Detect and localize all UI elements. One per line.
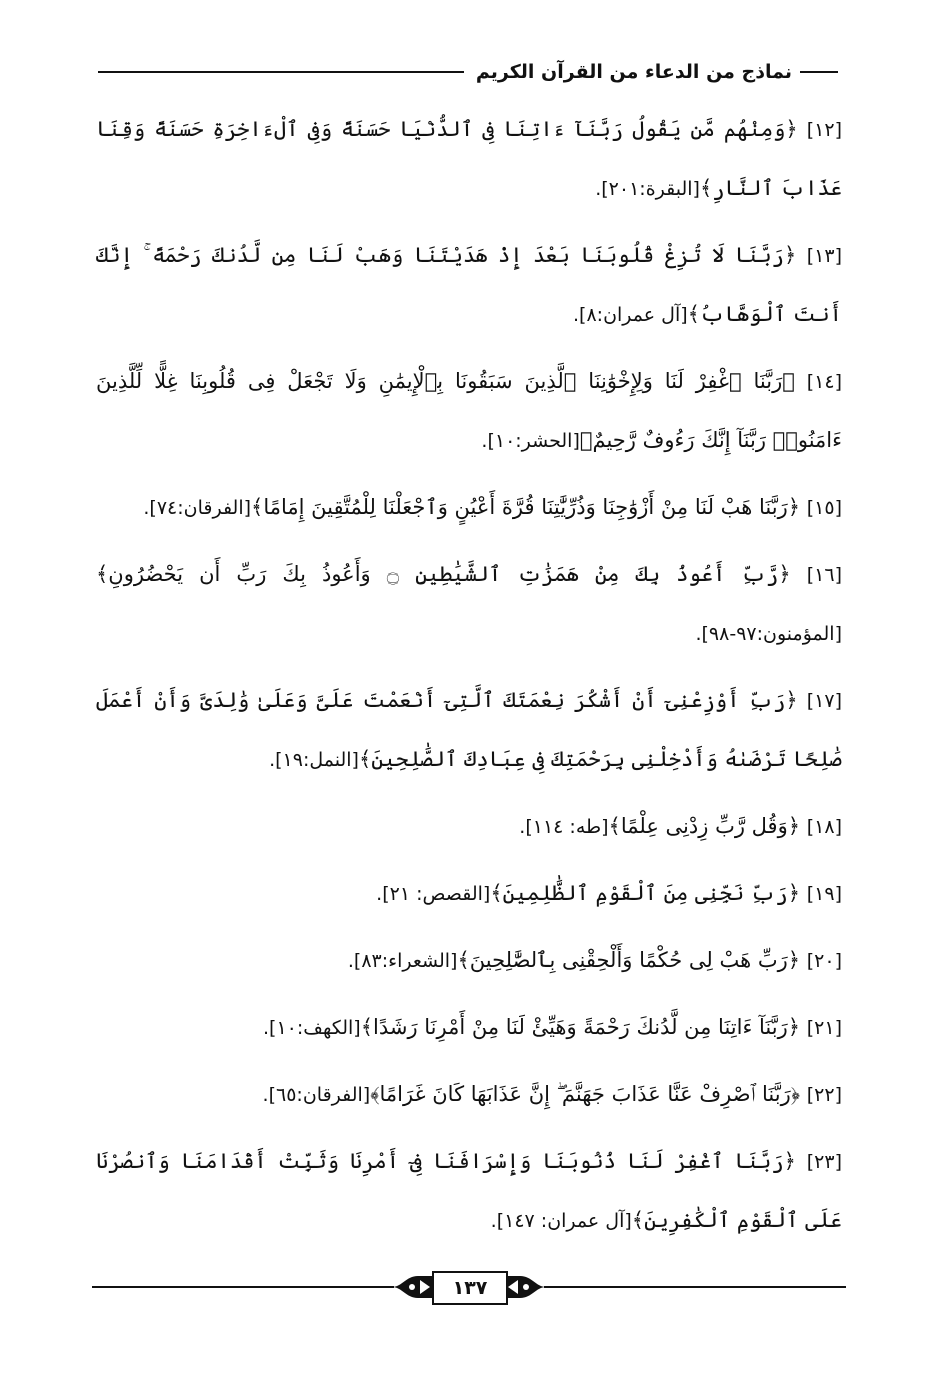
verse-reference: [النمل:١٩]. [269, 749, 359, 771]
verse-reference: [الفرقان:٧٤]. [143, 497, 252, 519]
entry-number: [١٧] [806, 690, 842, 712]
verse-text: ﴿رَّبِّ أَعُوذُ بِكَ مِنْ هَمَزَٰتِ ٱلشَّيَٰطِينِ ۝ وَأَعُوذُ بِكَ رَبِّ أَن يَحْضُرُونِ﴾ [96, 562, 791, 586]
supplication-entry [96, 1065, 842, 1124]
verse-text: ﴿رَبَّنَا ٱغْفِرْ لَنَا ذُنُوبَنَا وَإِسْرَافَنَا فِىٓ أَمْرِنَا وَثَبِّتْ أَقْدَامَنَا وَٱنصُرْنَا عَلَى ٱلْقَوْمِ ٱلْكَٰفِرِينَ﴾ [96, 1149, 842, 1232]
entry-number: [١٥] [806, 497, 842, 519]
entry-number: [١٣] [806, 245, 842, 267]
verse-text: ﴿رَبِّ نَجِّنِى مِنَ ٱلْقَوْمِ ٱلظَّٰلِمِينَ﴾ [490, 881, 801, 905]
entry-number: [١٨] [806, 816, 842, 838]
verse-reference: [الكهف:١٠]. [263, 1017, 361, 1039]
supplication-entry [96, 797, 842, 856]
header-rule [98, 71, 464, 73]
verse-reference: [البقرة:٢٠١]. [595, 178, 700, 200]
verse-text: ﴿رَبِّ أَوْزِعْنِىٓ أَنْ أَشْكُرَ نِعْمَتَكَ ٱلَّتِىٓ أَنْعَمْتَ عَلَىَّ وَعَلَىٰ وَٰلِدَىَّ وَأَنْ أَعْمَلَ صَٰلِحًا تَرْضَىٰهُ وَأَدْخِلْنِى بِرَحْمَتِكَ فِى عِبَادِكَ ٱلصَّٰلِحِينَ﴾ [96, 688, 842, 771]
verse-text: ﴿وَمِنْهُم مَّن يَقُولُ رَبَّنَآ ءَاتِنَا فِى ٱلدُّنْيَا حَسَنَةً وَفِى ٱلْءَاخِرَةِ حَسَنَةً وَقِنَا عَذَابَ ٱلنَّارِ﴾ [96, 117, 842, 200]
verse-text: ﴿رَبَّنَا ٱغْفِرْ لَنَا وَلِإِخْوَٰنِنَا ٱلَّذِينَ سَبَقُونَا بِٱلْإِيمَٰنِ وَلَا تَجْعَلْ فِى قُلُوبِنَا غِلًّا لِّلَّذِينَ ءَامَنُوا۟ رَبَّنَآ إِنَّكَ رَءُوفٌ رَّحِيمٌ﴾ [96, 369, 842, 452]
verse-text: ﴿رَبَّنَا ٱصْرِفْ عَنَّا عَذَابَ جَهَنَّمَ ۖ إِنَّ عَذَابَهَا كَانَ غَرَامًا﴾ [370, 1082, 801, 1106]
entry-number: [٢٠] [806, 950, 842, 972]
supplication-entry [96, 998, 842, 1057]
verse-text: ﴿رَبِّ هَبْ لِى حُكْمًا وَأَلْحِقْنِى بِٱلصَّٰلِحِينَ﴾ [457, 948, 801, 972]
verse-text: ﴿رَبَّنَا لَا تُزِغْ قُلُوبَنَا بَعْدَ إِذْ هَدَيْتَنَا وَهَبْ لَنَا مِن لَّدُنكَ رَحْمَةً ۚ إِنَّكَ أَنتَ ٱلْوَهَّابُ﴾ [96, 243, 842, 326]
entry-number: [٢٢] [806, 1084, 842, 1106]
verse-reference: [الشعراء:٨٣]. [347, 950, 458, 972]
entry-number: [١٩] [806, 883, 842, 905]
supplication-entry [96, 864, 842, 923]
supplication-entry [96, 545, 842, 663]
running-header [98, 56, 838, 88]
verse-reference: [آل عمران:٨]. [573, 304, 688, 326]
header-title: نماذج من الدعاء من القرآن الكريم [475, 61, 792, 83]
footer-rule-left [92, 1286, 394, 1288]
verse-reference: [القصص: ٢١]. [376, 883, 491, 905]
verse-text: ﴿رَبَّنَآ ءَاتِنَا مِن لَّدُنكَ رَحْمَةً وَهَيِّئْ لَنَا مِنْ أَمْرِنَا رَشَدًا﴾ [360, 1015, 801, 1039]
verse-reference: [المؤمنون:٩٧-٩٨]. [695, 623, 842, 645]
entry-number: [١٤] [806, 371, 842, 393]
verse-reference: [طه: ١١٤]. [519, 816, 609, 838]
supplication-entry [96, 478, 842, 537]
supplication-entry [96, 352, 842, 470]
supplication-entry [96, 100, 842, 218]
entry-number: [٢٣] [806, 1151, 842, 1173]
verse-reference: [الحشر:١٠]. [481, 430, 580, 452]
verse-reference: [الفرقان:٦٥]. [262, 1084, 371, 1106]
verse-text: ﴿رَبَّنَا هَبْ لَنَا مِنْ أَزْوَٰجِنَا وَذُرِّيَّٰتِنَا قُرَّةَ أَعْيُنٍ وَٱجْعَلْنَا لِلْمُتَّقِينَ إِمَامًا﴾ [251, 495, 801, 519]
verse-reference: [آل عمران: ١٤٧]. [490, 1210, 632, 1232]
supplications-list [96, 100, 842, 1258]
entry-number: [١٦] [806, 564, 842, 586]
header-dash [800, 71, 838, 73]
page-number: ١٣٧ [432, 1271, 508, 1305]
verse-text: ﴿وَقُل رَّبِّ زِدْنِى عِلْمًا﴾ [608, 814, 801, 838]
footer-rule-right [544, 1286, 846, 1288]
supplication-entry [96, 226, 842, 344]
entry-number: [٢١] [806, 1017, 842, 1039]
entry-number: [١٢] [806, 119, 842, 141]
supplication-entry [96, 1132, 842, 1250]
supplication-entry [96, 671, 842, 789]
supplication-entry [96, 931, 842, 990]
